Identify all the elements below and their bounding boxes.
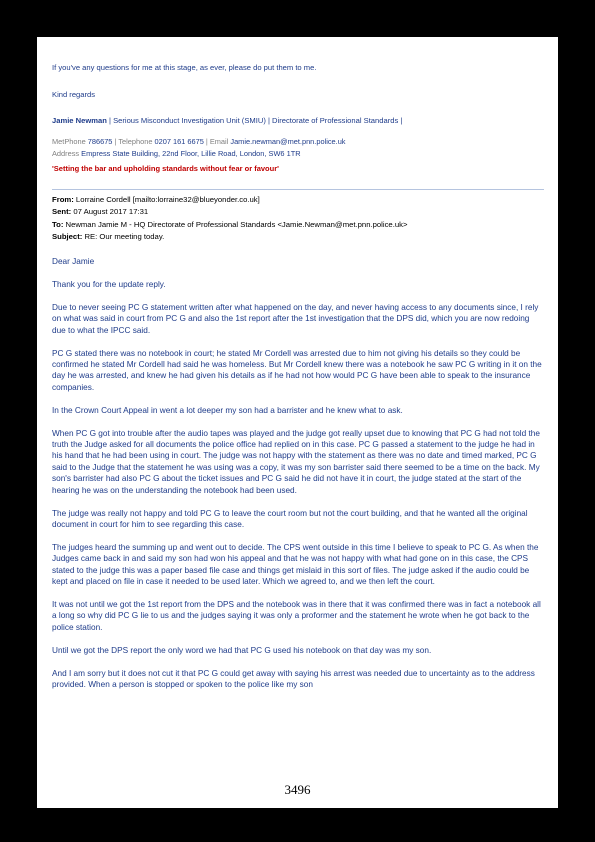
page-number: 3496 <box>284 782 311 797</box>
questions-line: If you've any questions for me at this stage, as ever, please do put them to me. <box>52 63 317 72</box>
email-body <box>52 256 545 702</box>
body-paragraph: In the Crown Court Appeal in went a lot deeper my son had a barrister and he knew what to ask. <box>52 405 403 415</box>
body-paragraph: It was not until we got the 1st report from the DPS and the notebook was in there that it was confirmed there was in fact a notebook all a long so why did PC G lie to us and the judges saying it was only a proformer and the statement he wrote when he got back to the police station. <box>52 599 541 632</box>
to-value: Newman Jamie M - HQ Directorate of Professional Standards <Jamie.Newman@met.pnn.police.uk> <box>63 219 408 229</box>
phone-line: MetPhone 786675 | Telephone 0207 161 6675 | Email Jamie.newman@met.pnn.police.uk <box>52 137 346 146</box>
metphone: 786675 <box>87 137 113 146</box>
signature-role: | Serious Misconduct Investigation Unit (SMIU) | Directorate of Professional Standards | <box>106 116 403 125</box>
address: Empress State Building, 22nd Floor, Lillie Road, London, SW6 1TR <box>81 149 301 159</box>
signature-name: Jamie Newman <box>52 116 107 125</box>
body-paragraph: When PC G got into trouble after the audio tapes was played and the judge got really upset due to knowing that PC G had not told the truth the Judge asked for all documents the police office had replied on in this case. PC G passed a statement to the judge he had in his hand that he had been using in court. The judge was not happy with the statement as there was no date and timed marked, PC G said to the Judge that the statement he was using was a copy, it was my son barrister said there seemed to be a time on the back. My son's barrister had also PC G about the ticket issues and PC G said he did not have it in court, the judge stated at the start of the hearing he was on the understanding the notebook had been used. <box>52 428 540 495</box>
body-paragraph: PC G stated there was no notebook in court; he stated Mr Cordell was arrested due to him not giving his details so they could be confirmed he stated Mr Cordell had said he was homeless. But Mr Cordell knew there was a notebook he saw PC G writing in it on the day he was arrested, and knew he had given his details as if he had not how would PC G have been able to speak to the insurance companies. <box>52 348 542 392</box>
body-paragraph: Thank you for the update reply. <box>52 279 166 289</box>
body-paragraph: And I am sorry but it does not cut it that PC G could get away with saying his arrest was needed due to uncertainty as to the address provided. When a person is stopped or spoken to the police like my son <box>52 668 535 689</box>
subject-row: Subject: RE: Our meeting today. <box>52 231 165 241</box>
telephone: 0207 161 6675 <box>154 137 204 146</box>
divider <box>52 189 544 190</box>
document-page <box>37 37 558 808</box>
kind-regards: Kind regards <box>52 90 96 99</box>
greeting: Dear Jamie <box>52 257 95 266</box>
signature-line <box>52 116 547 125</box>
motto: 'Setting the bar and upholding standards without fear or favour' <box>52 164 279 173</box>
from-row: From: Lorraine Cordell [mailto:lorraine32@blueyonder.co.uk] <box>52 195 260 204</box>
email-header <box>52 194 547 243</box>
body-paragraph: The judges heard the summing up and went out to decide. The CPS went outside in this time I believe to speak to PC G. As when the Judges came back in and said my son had won his appeal and that he was not happy with what had gone on in this case, the CPS stated to the judge this was a paper based file case and things get mislaid in this sort of files. The judge asked if the audio could be kept and placed on file in case it needed to be used later. Which we agreed to, and we then left the court. <box>52 542 539 587</box>
body-paragraph: Due to never seeing PC G statement written after what happened on the day, and never having access to any documents since, I rely on what was said in court from PC G and also the 1st report after the 1st investigation that the DPS did, which you are now redoing due to what the IPCC said. <box>52 302 539 335</box>
sent-row: Sent: 07 August 2017 17:31 <box>52 207 149 217</box>
sent-value: 07 August 2017 17:31 <box>71 207 149 217</box>
from-value: Lorraine Cordell [mailto:lorraine32@blueyonder.co.uk] <box>73 195 260 204</box>
address-line: Address Empress State Building, 22nd Floor, Lillie Road, London, SW6 1TR <box>52 149 301 159</box>
subject-value: RE: Our meeting today. <box>82 231 165 241</box>
body-paragraph: Until we got the DPS report the only word we had that PC G used his notebook on that day was my son. <box>52 645 432 655</box>
contact-block <box>52 136 547 161</box>
body-paragraph: The judge was really not happy and told PC G to leave the court room but not the court building, and that he wanted all the original document in court for him to see regarding this case. <box>52 508 528 529</box>
to-row: To: Newman Jamie M - HQ Directorate of Professional Standards <Jamie.Newman@met.pnn.police.uk> <box>52 219 408 229</box>
email-link[interactable]: Jamie.newman@met.pnn.police.uk <box>230 137 346 146</box>
